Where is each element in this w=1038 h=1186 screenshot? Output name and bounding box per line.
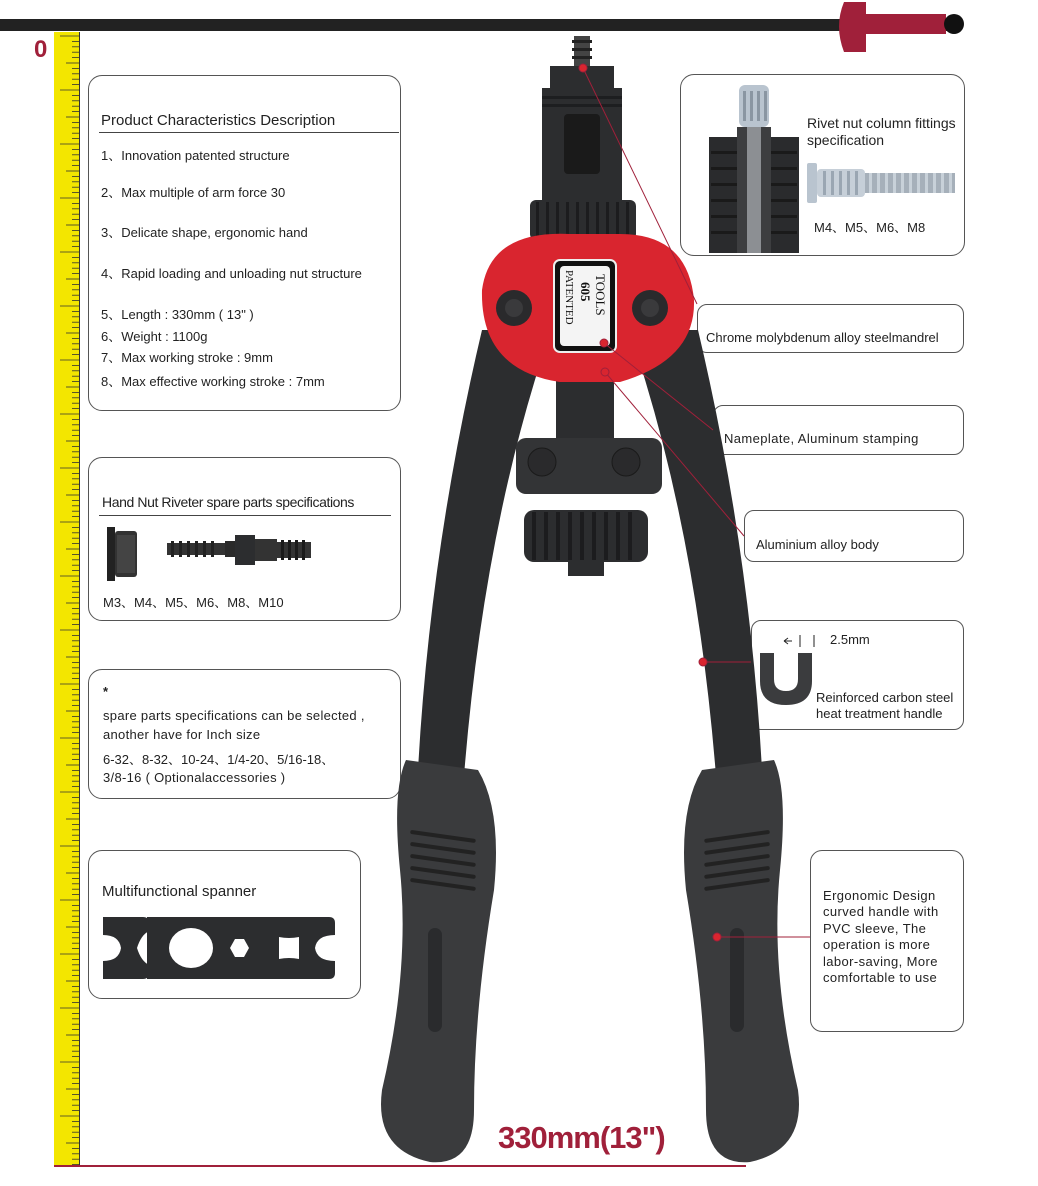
handle-callout-text: heat treatment handle <box>816 706 943 721</box>
note-line: spare parts specifications can be selected , <box>103 708 365 723</box>
note-line: another have for Inch size <box>103 727 261 742</box>
note-line: 6-32、8-32、10-24、1/4-20、5/16-18、 <box>103 752 335 767</box>
body-callout-text: Aluminium alloy body <box>756 537 879 552</box>
ruler-zero-label: 0 <box>34 36 48 63</box>
characteristic-item: 3、Delicate shape, ergonomic hand <box>101 225 308 240</box>
mandrel-callout-text: Chrome molybdenum alloy steelmandrel <box>706 330 939 345</box>
fittings-title: specification <box>807 132 885 148</box>
characteristic-item: 2、Max multiple of arm force 30 <box>101 185 286 200</box>
characteristic-item: 7、Max working stroke : 9mm <box>101 350 273 365</box>
ergonomic-line: comfortable to use <box>823 970 938 985</box>
nameplate-brand: TOOLS <box>593 274 608 316</box>
ergonomic-line: operation is more <box>823 937 931 952</box>
characteristics-title: Product Characteristics Description <box>101 112 336 129</box>
handle-callout-text: Reinforced carbon steel <box>816 690 954 705</box>
characteristic-item: 1、Innovation patented structure <box>101 148 290 163</box>
spare-parts-sizes: M3、M4、M5、M6、M8、M10 <box>103 595 284 610</box>
fittings-sizes: M4、M5、M6、M8 <box>814 220 926 235</box>
thickness-label: 2.5mm <box>830 632 870 647</box>
nameplate-callout-text: Nameplate, Aluminum stamping <box>724 431 919 446</box>
note-star: * <box>103 684 109 699</box>
spare-parts-title: Hand Nut Riveter spare parts specifications <box>102 494 355 510</box>
characteristic-item: 4、Rapid loading and unloading nut structure <box>101 266 362 281</box>
nameplate-stamp: PATENTED <box>563 270 575 325</box>
length-dimension: 330mm(13") <box>498 1120 665 1155</box>
ergonomic-line: curved handle with <box>823 904 939 919</box>
nameplate-model: 605 <box>578 282 593 302</box>
spanner-title: Multifunctional spanner <box>102 883 257 900</box>
characteristic-item: 6、Weight : 1100g <box>101 329 208 344</box>
ergonomic-line: labor-saving, More <box>823 954 938 969</box>
fittings-title: Rivet nut column fittings <box>807 115 956 131</box>
characteristic-item: 8、Max effective working stroke : 7mm <box>101 374 325 389</box>
note-line: 3/8-16 ( Optionalaccessories ) <box>103 770 286 785</box>
characteristic-item: 5、Length : 330mm ( 13" ) <box>101 307 254 322</box>
ergonomic-line: Ergonomic Design <box>823 888 936 903</box>
ergonomic-line: PVC sleeve, The <box>823 921 927 936</box>
